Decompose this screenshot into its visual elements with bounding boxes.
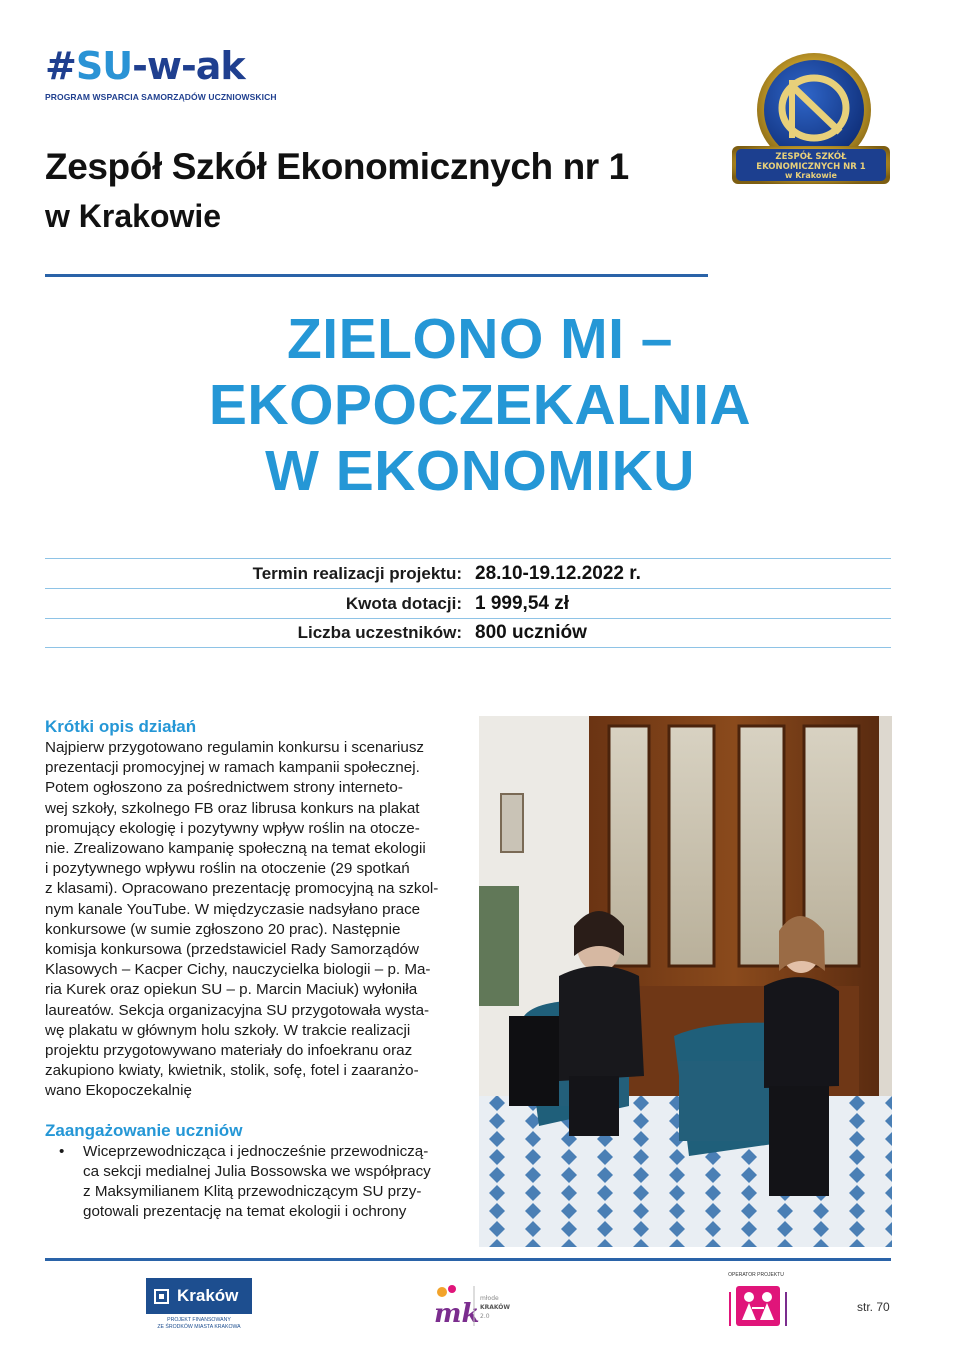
description-column bbox=[45, 716, 459, 1222]
description-body bbox=[45, 738, 459, 1102]
text-line: i pozytywnego wpływu roślin na otoczenie (29 spotkań bbox=[45, 860, 410, 878]
text-line: Potem ogłoszono za pośrednictwem strony interneto- bbox=[45, 779, 403, 797]
footer-divider bbox=[45, 1258, 891, 1261]
krakow-icon bbox=[154, 1289, 169, 1304]
logo-subtitle: PROGRAM WSPARCIA SAMORZĄDÓW UCZNIOWSKICH bbox=[45, 92, 277, 102]
project-title-line-3: W EKONOMIKU bbox=[265, 439, 695, 503]
foundation-children-icon bbox=[716, 1278, 796, 1338]
header-divider bbox=[45, 274, 708, 277]
krakow-logo bbox=[146, 1278, 252, 1332]
text-line: nym kanale YouTube. W międzyczasie nadsyłano prace bbox=[45, 900, 421, 918]
text-line: prezentacji promocyjnej w ramach kampanii społecznej. bbox=[45, 759, 420, 777]
svg-text:2.0: 2.0 bbox=[480, 1313, 490, 1320]
engagement-heading: Zaangażowanie uczniów bbox=[45, 1120, 243, 1140]
operator-label: OPERATOR PROJEKTU bbox=[728, 1272, 784, 1278]
info-label: Liczba uczestników: bbox=[297, 623, 462, 642]
text-line: Klasowych – Kacper Cichy, nauczycielka biologii – p. Ma- bbox=[45, 961, 431, 979]
project-title-line-1: ZIELONO MI – bbox=[286, 307, 674, 371]
info-label: Kwota dotacji: bbox=[345, 593, 462, 613]
mk-text: mk bbox=[434, 1299, 480, 1329]
krakow-logo-box bbox=[146, 1278, 252, 1314]
info-row-participants bbox=[45, 618, 891, 648]
logo-wordmark: #SU-w-ak bbox=[45, 44, 245, 88]
svg-text:młode: młode bbox=[480, 1295, 499, 1302]
emblem-line-2: EKONOMICZNYCH NR 1 bbox=[756, 162, 866, 172]
info-value: 800 uczniów bbox=[475, 622, 587, 643]
text-line: laureatów. Sekcja organizacyjna SU przygotowała wysta- bbox=[45, 1001, 430, 1019]
text-line: wano Ekopoczekalnię bbox=[45, 1082, 192, 1100]
info-value: 28.10-19.12.2022 r. bbox=[475, 562, 641, 584]
text-line: z klasami). Opracowano prezentację promocyjną na szkol- bbox=[45, 880, 439, 898]
page-number: str. 70 bbox=[857, 1300, 890, 1314]
text-line: promujący ekologię i pozytywny wpływ roślin na otocze- bbox=[45, 819, 420, 837]
emblem-line-1: ZESPÓŁ SZKÓŁ bbox=[775, 152, 847, 162]
project-title bbox=[0, 306, 960, 504]
svg-text:KRAKÓW: KRAKÓW bbox=[480, 1304, 511, 1311]
school-name: Zespół Szkół Ekonomicznych nr 1 bbox=[45, 146, 629, 187]
text-line: Najpierw przygotowano regulamin konkursu i scenariusz bbox=[45, 739, 425, 756]
krakow-subtitle: PROJEKT FINANSOWANY ZE ŚRODKÓW MIASTA KRAKOWA bbox=[157, 1317, 241, 1330]
text-line: nie. Zrealizowano kampanię społeczną na temat ekologii bbox=[45, 840, 426, 858]
text-line: konkursowe (w sumie zgłoszono 20 prac). Następnie bbox=[45, 920, 401, 938]
project-title-line-2: EKOPOCZEKALNIA bbox=[208, 373, 752, 437]
text-line: komisja konkursowa (przedstawiciel Rady Samorządów bbox=[45, 941, 419, 959]
bullet-text bbox=[83, 1142, 431, 1223]
info-label: Termin realizacji projektu: bbox=[252, 563, 462, 583]
text-line: z Maksymilianem Klitą przewodniczącym SU przy- bbox=[83, 1183, 422, 1201]
emblem-line-3: w Krakowie bbox=[785, 171, 837, 180]
info-value: 1 999,54 zł bbox=[475, 592, 570, 614]
su-w-ak-logo bbox=[45, 44, 277, 102]
krakow-label: Kraków bbox=[177, 1286, 239, 1305]
project-info-table bbox=[45, 558, 891, 648]
text-line: ca sekcji medialnej Julia Bossowska we współpracy bbox=[83, 1162, 431, 1180]
text-line: Wiceprzewodnicząca i jednocześnie przewodniczą- bbox=[83, 1142, 429, 1160]
text-line: zakupiono kwiaty, kwietnik, stolik, sofę, fotel i zaaranżo- bbox=[45, 1062, 419, 1080]
info-row-term bbox=[45, 558, 891, 588]
school-city: w Krakowie bbox=[45, 198, 222, 234]
text-line: projektu przygotowywano materiały do infoekranu oraz bbox=[45, 1042, 413, 1060]
text-line: wę plakatu w głównym holu szkoły. W trakcie realizacji bbox=[45, 1021, 411, 1039]
text-line: gotowali prezentację na temat ekologii i ochrony bbox=[83, 1203, 407, 1221]
info-row-grant bbox=[45, 588, 891, 618]
text-line: ria Kurek oraz opiekun SU – p. Marcin Maciuk) wyłoniła bbox=[45, 981, 418, 999]
mlody-krakow-logo-icon bbox=[428, 1280, 514, 1332]
ecowaiting-room-photo bbox=[479, 716, 892, 1247]
engagement-bullet bbox=[59, 1142, 459, 1223]
description-heading: Krótki opis działań bbox=[45, 717, 197, 736]
foundation-logo bbox=[716, 1272, 796, 1342]
bullet-symbol: • bbox=[59, 1142, 65, 1160]
school-emblem-icon bbox=[728, 52, 894, 190]
text-line: wej szkoły, szkolnego FB oraz librusa konkurs na plakat bbox=[45, 799, 420, 817]
